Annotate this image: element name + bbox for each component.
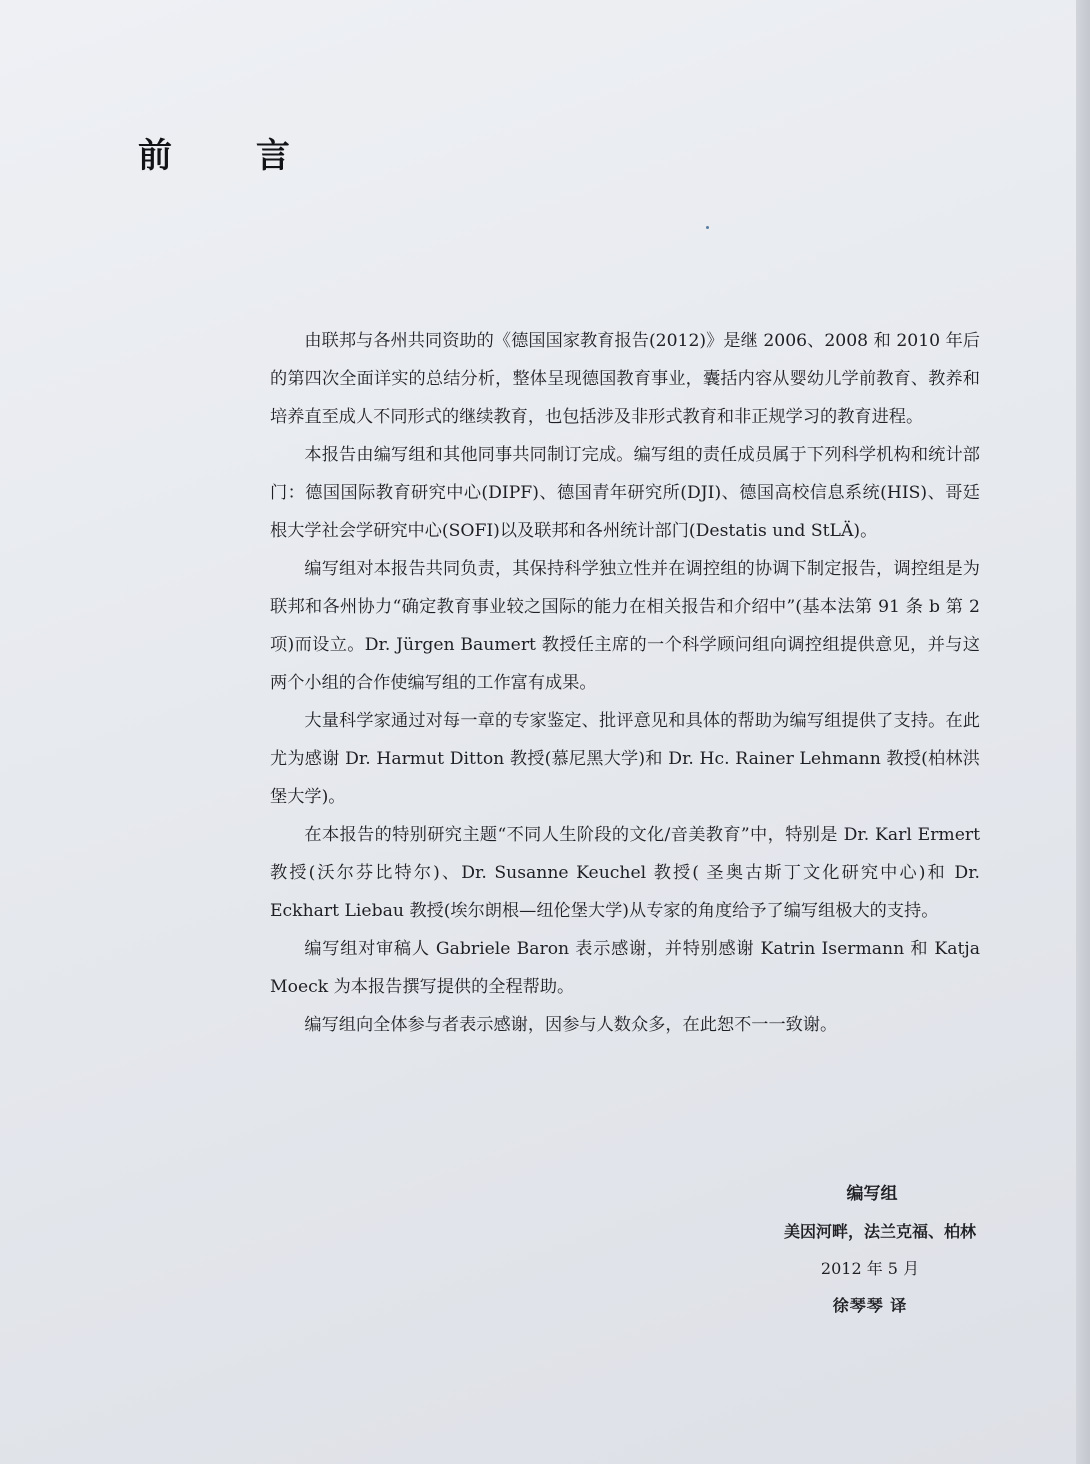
- paragraph: 大量科学家通过对每一章的专家鉴定、批评意见和具体的帮助为编写组提供了支持。在此尤为感谢 Dr. Harmut Ditton 教授(慕尼黑大学)和 Dr. Hc. Rainer Lehmann 教授(柏林洪堡大学)。: [270, 711, 980, 807]
- paragraph: 编写组对本报告共同负责，其保持科学独立性并在调控组的协调下制定报告，调控组是为联邦和各州协力“确定教育事业较之国际的能力在相关报告和介绍中”(基本法第 91 条 b 第 2 项)而设立。Dr. Jürgen Baumert 教授任主席的一个科学顾问组向调控组提供意见，并与这两个小组的合作使编写组的工作富有成果。: [270, 559, 980, 693]
- paragraph: 由联邦与各州共同资助的《德国国家教育报告(2012)》是继 2006、2008 和 2010 年后的第四次全面详实的总结分析，整体呈现德国教育事业，囊括内容从婴幼儿学前教育、教养和培养直至成人不同形式的继续教育，也包括涉及非形式教育和非正规学习的教育进程。: [270, 331, 980, 427]
- paragraph: 本报告由编写组和其他同事共同制订完成。编写组的责任成员属于下列科学机构和统计部门：德国国际教育研究中心(DIPF)、德国青年研究所(DJI)、德国高校信息系统(HIS)、哥廷根大学社会学研究中心(SOFI)以及联邦和各州统计部门(Destatis und StLÄ)。: [270, 445, 980, 541]
- page-edge: [1076, 0, 1090, 1464]
- signature-group: 编写组: [846, 1184, 898, 1204]
- ink-speck: [706, 226, 709, 229]
- paragraph: 编写组向全体参与者表示感谢，因参与人数众多，在此恕不一一致谢。: [304, 1015, 838, 1035]
- page-title: 前 言: [138, 136, 326, 176]
- signature-date: 2012 年 5 月: [820, 1259, 920, 1278]
- paragraph: 编写组对审稿人 Gabriele Baron 表示感谢，并特别感谢 Katrin Isermann 和 Katja Moeck 为本报告撰写提供的全程帮助。: [270, 939, 980, 997]
- paragraph: 在本报告的特别研究主题“不同人生阶段的文化/音美教育”中，特别是 Dr. Karl Ermert 教授(沃尔芬比特尔)、Dr. Susanne Keuchel 教授( 圣奥古斯丁文化研究中心)和 Dr. Eckhart Liebau 教授(埃尔朗根—纽伦堡大学)从专家的角度给予了编写组极大的支持。: [270, 825, 980, 921]
- preface-body: [270, 322, 980, 1044]
- signature-block: [740, 1174, 976, 1324]
- signature-place: 美因河畔，法兰克福、柏林: [783, 1222, 976, 1241]
- signature-translator: 徐琴琴 译: [832, 1296, 908, 1315]
